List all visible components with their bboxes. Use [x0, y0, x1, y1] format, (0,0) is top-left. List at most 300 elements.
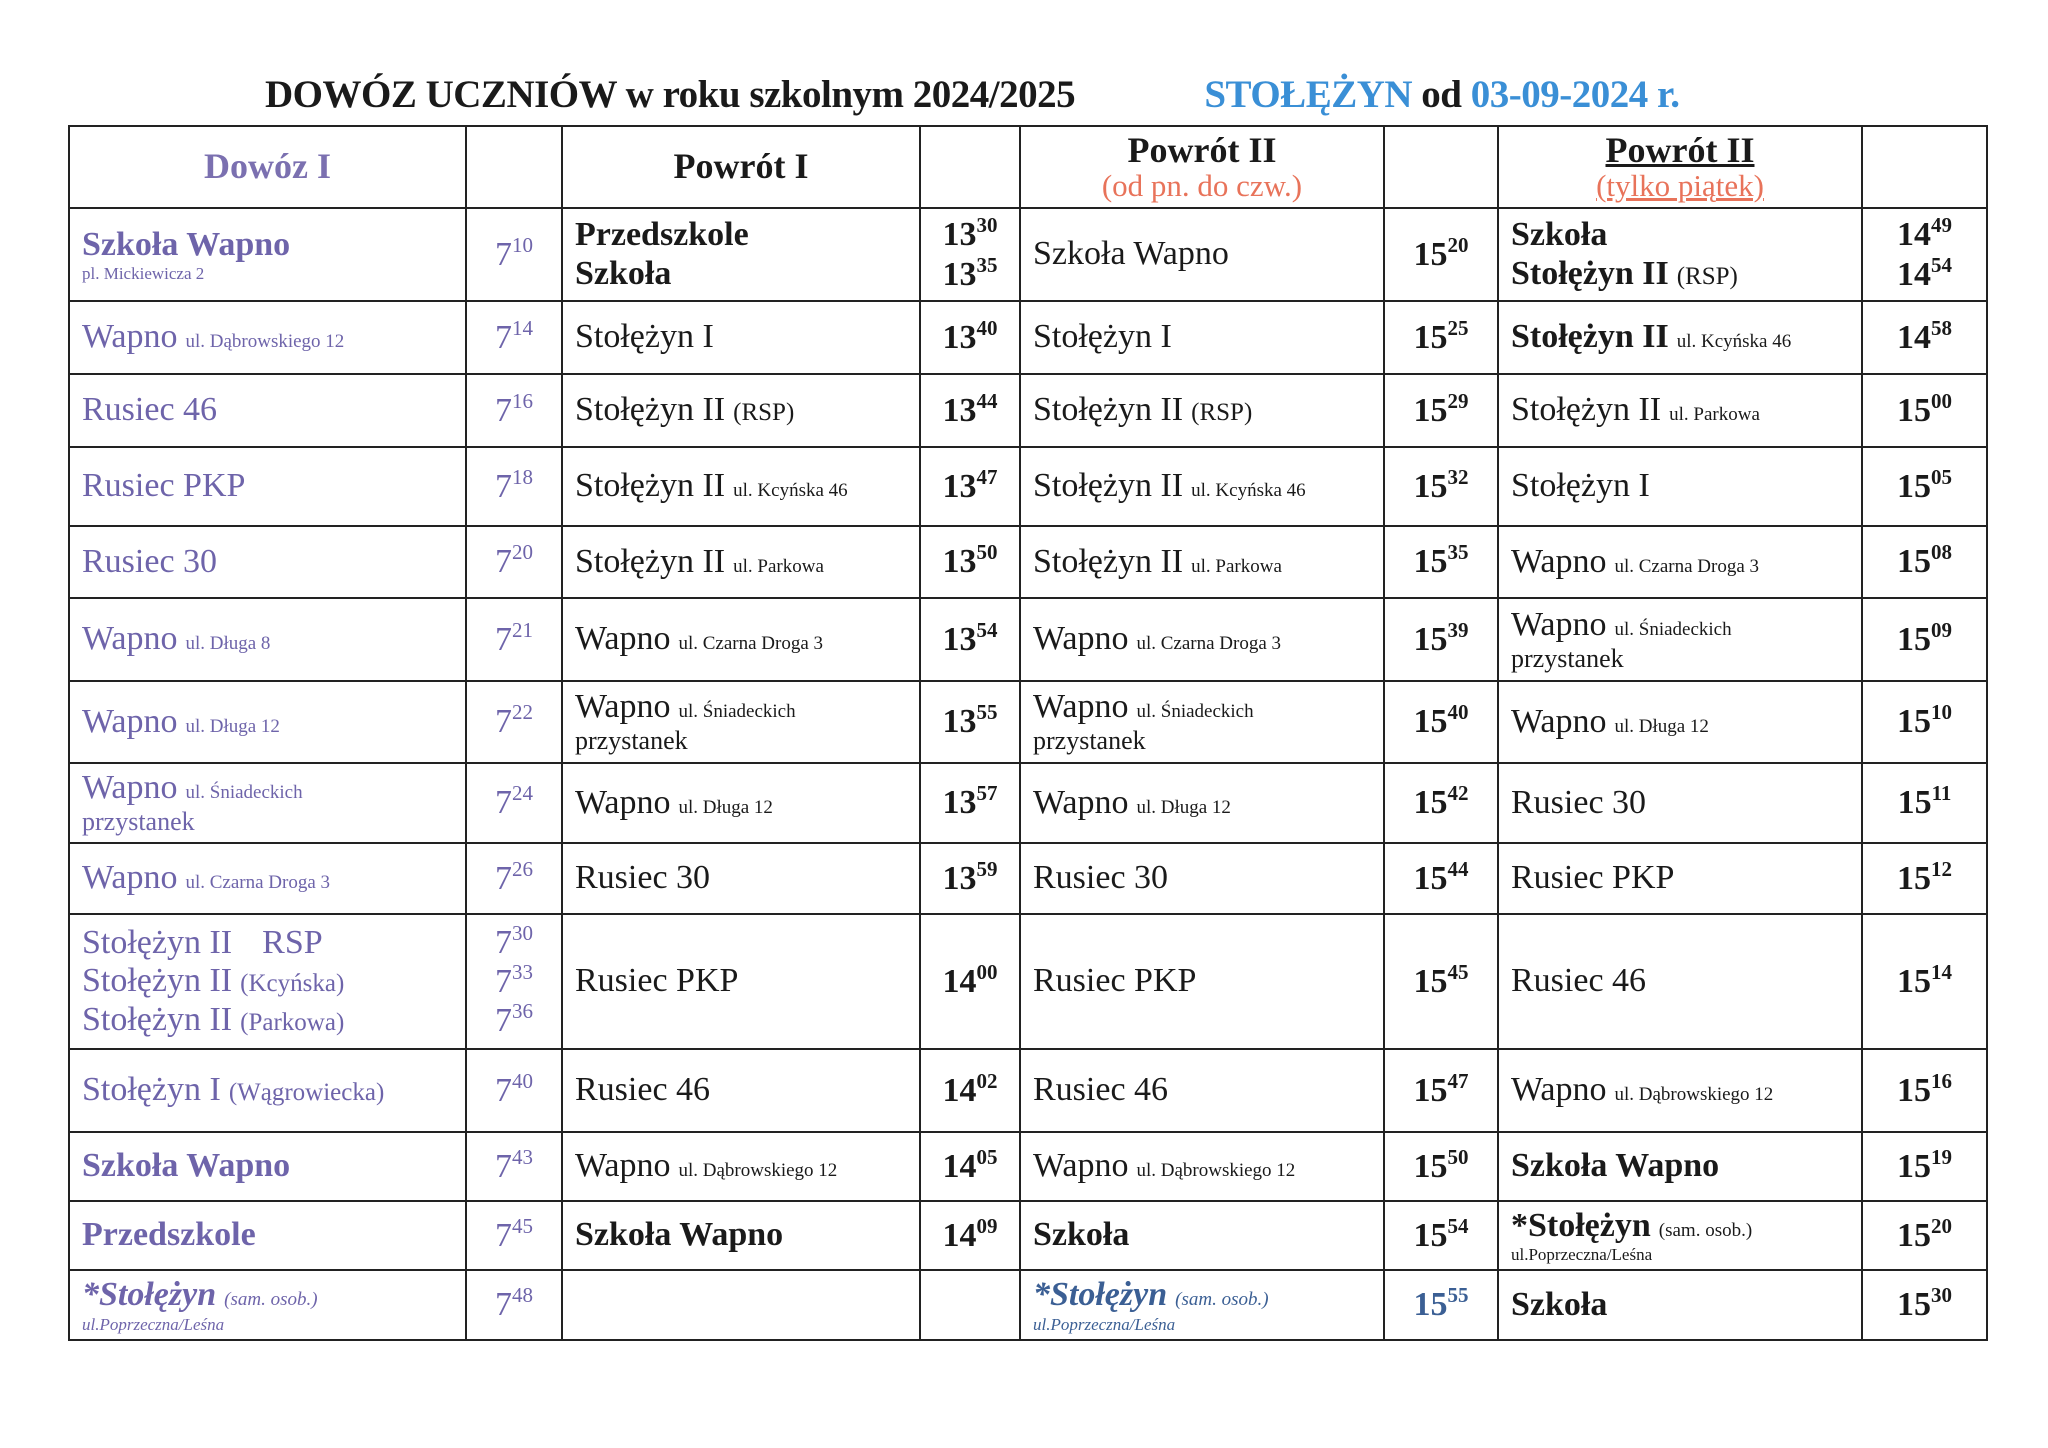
departure-time — [925, 617, 1015, 659]
stop-cell-dowoz-1 — [69, 843, 466, 914]
stop-line — [1033, 620, 1371, 658]
departure-time — [1389, 1213, 1493, 1255]
stop-note: ul. Długa 12 — [1614, 715, 1709, 737]
stop-name: Stołężyn II — [1033, 391, 1184, 429]
stop-line — [82, 924, 453, 962]
hour: 7 — [495, 859, 512, 897]
stop-cell-dowoz-1 — [69, 1270, 466, 1340]
minute: 05 — [1931, 464, 1952, 489]
header-time-blank — [1384, 126, 1498, 208]
stop-line — [82, 859, 453, 897]
departure-time — [1867, 959, 1982, 1001]
hour: 7 — [495, 923, 512, 961]
time-cell-powrot-2-mon-thu — [1384, 447, 1498, 526]
stop-name: Stołężyn II — [1511, 254, 1669, 292]
hour: 7 — [495, 1002, 512, 1040]
departure-time — [1867, 542, 1982, 581]
minute: 14 — [512, 315, 533, 340]
time-cell-powrot-2-mon-thu — [1384, 374, 1498, 447]
departure-time — [1867, 464, 1982, 506]
stop-cell-powrot-1 — [562, 301, 920, 374]
stop-name: Szkoła — [1511, 216, 1608, 254]
hour: 7 — [495, 1071, 512, 1109]
departure-time — [1389, 783, 1493, 822]
stop-line — [82, 807, 453, 836]
stop-cell-dowoz-1 — [69, 681, 466, 763]
hour: 13 — [942, 216, 977, 254]
stop-note: (RSP) — [1191, 399, 1253, 427]
time-cell-powrot-1 — [920, 526, 1020, 598]
stop-name: Szkoła — [1033, 1216, 1130, 1254]
stop-name: *Stołężyn — [82, 1276, 217, 1314]
departure-time — [471, 959, 557, 1001]
stop-name: Wapno — [1033, 620, 1129, 658]
departure-time — [1867, 1213, 1982, 1255]
stop-cell-dowoz-1 — [69, 208, 466, 301]
departure-time — [925, 783, 1015, 822]
time-cell-powrot-2-mon-thu — [1384, 681, 1498, 763]
time-cell-dowoz-1 — [466, 208, 562, 301]
minute: 44 — [1447, 856, 1469, 881]
stop-note: ul. Długa 12 — [185, 715, 280, 737]
schedule-table — [68, 125, 1988, 1341]
departure-time — [1867, 702, 1982, 741]
stop-line — [1511, 703, 1849, 741]
stop-cell-powrot-2-friday — [1498, 681, 1862, 763]
time-cell-powrot-2-friday — [1862, 681, 1987, 763]
time-cell-powrot-2-mon-thu — [1384, 1201, 1498, 1270]
stop-cell-powrot-2-mon-thu — [1020, 1049, 1384, 1132]
minute: 36 — [512, 999, 533, 1024]
time-cell-powrot-1 — [920, 301, 1020, 374]
stop-note: ul. Czarna Droga 3 — [678, 633, 824, 655]
stop-name: Rusiec 46 — [1033, 1071, 1169, 1109]
hour: 7 — [495, 962, 512, 1000]
table-row — [69, 681, 1987, 763]
stop-name: Wapno — [575, 783, 671, 821]
stop-line — [1511, 644, 1849, 673]
stop-name: Stołężyn II — [575, 467, 726, 505]
stop-cell-dowoz-1 — [69, 1049, 466, 1132]
stop-name: Rusiec 30 — [575, 859, 711, 897]
stop-line — [82, 226, 453, 264]
stop-name: Wapno — [1511, 542, 1607, 580]
time-cell-powrot-2-friday — [1862, 374, 1987, 447]
stop-cell-powrot-2-mon-thu — [1020, 374, 1384, 447]
stop-cell-powrot-1 — [562, 208, 920, 301]
stop-name: ul.Poprzeczna/Leśna — [82, 1314, 225, 1334]
minute: 30 — [1931, 1283, 1952, 1308]
stop-name: przystanek — [575, 726, 688, 756]
departure-time — [1867, 856, 1982, 898]
stop-note: ul. Śniadeckich — [1136, 701, 1254, 723]
hour: 15 — [1413, 467, 1448, 505]
departure-time — [1867, 1285, 1982, 1324]
hour: 14 — [1897, 318, 1931, 356]
header-powrot-2-mon-thu: Powrót II (od pn. do czw.) — [1020, 126, 1384, 208]
hour: 14 — [1897, 255, 1931, 293]
time-cell-dowoz-1 — [466, 1049, 562, 1132]
departure-time — [1389, 1285, 1493, 1324]
minute: 50 — [976, 540, 998, 565]
stop-name: ul.Poprzeczna/Leśna — [1033, 1314, 1176, 1334]
stop-name: Stołężyn I — [575, 318, 714, 356]
document-title — [265, 72, 1679, 117]
stop-note: (sam. osob.) — [224, 1289, 318, 1311]
time-cell-powrot-1 — [920, 1201, 1020, 1270]
minute: 58 — [1931, 315, 1952, 340]
departure-time — [471, 1285, 557, 1324]
stop-cell-powrot-2-mon-thu — [1020, 681, 1384, 763]
stop-name: Stołężyn II — [1511, 391, 1662, 429]
hour: 15 — [1413, 620, 1448, 658]
time-cell-dowoz-1 — [466, 374, 562, 447]
stop-name: Stołężyn I — [1511, 467, 1650, 505]
stop-name: Szkoła Wapno — [1033, 235, 1229, 273]
hour: 7 — [495, 1147, 512, 1185]
departure-time — [925, 542, 1015, 581]
stop-name: Wapno — [82, 702, 178, 740]
hour: 15 — [1413, 1216, 1448, 1254]
hour: 15 — [1897, 703, 1931, 741]
time-cell-dowoz-1 — [466, 1201, 562, 1270]
hour: 13 — [942, 784, 977, 822]
header-row — [69, 126, 1987, 208]
hour: 7 — [495, 1216, 512, 1254]
minute: 33 — [512, 959, 533, 984]
header-powrot-1: Powrót I — [562, 126, 920, 208]
stop-note: ul. Długa 8 — [185, 633, 271, 655]
departure-time — [1389, 542, 1493, 581]
stop-line — [575, 216, 907, 254]
stop-line — [1033, 688, 1371, 726]
minute: 12 — [1931, 856, 1952, 881]
stop-note: (RSP) — [1676, 262, 1738, 290]
stop-note: ul. Parkowa — [1669, 404, 1760, 426]
time-cell-powrot-1 — [920, 914, 1020, 1049]
stop-cell-powrot-1 — [562, 681, 920, 763]
table-row — [69, 763, 1987, 843]
stop-cell-powrot-2-friday — [1498, 763, 1862, 843]
hour: 13 — [942, 318, 977, 356]
stop-name: Stołężyn II — [82, 924, 233, 962]
table-row — [69, 1201, 1987, 1270]
stop-note: ul. Czarna Droga 3 — [1136, 633, 1282, 655]
time-cell-dowoz-1 — [466, 447, 562, 526]
table-row — [69, 208, 1987, 301]
hour: 13 — [942, 859, 977, 897]
time-cell-powrot-2-mon-thu — [1384, 208, 1498, 301]
stop-note: ul. Śniadeckich — [1614, 618, 1732, 640]
stop-line — [575, 688, 907, 726]
minute: 54 — [976, 617, 998, 642]
stop-name: pl. Mickiewicza 2 — [82, 264, 205, 284]
departure-time — [1389, 617, 1493, 659]
stop-line — [82, 467, 453, 505]
hour: 14 — [942, 1071, 977, 1109]
minute: 20 — [1447, 232, 1469, 257]
time-cell-powrot-2-mon-thu — [1384, 843, 1498, 914]
time-cell-dowoz-1 — [466, 526, 562, 598]
departure-time — [1867, 617, 1982, 659]
stop-name: Rusiec 30 — [1033, 859, 1169, 897]
stop-cell-powrot-2-mon-thu — [1020, 208, 1384, 301]
stop-line — [1033, 1276, 1371, 1314]
stop-line — [1033, 467, 1371, 505]
stop-cell-powrot-2-friday — [1498, 914, 1862, 1049]
departure-time — [471, 920, 557, 962]
stop-line — [1033, 1147, 1371, 1185]
stop-name: Szkoła Wapno — [82, 225, 291, 263]
stop-cell-powrot-2-mon-thu — [1020, 914, 1384, 1049]
stop-note: (RSP) — [733, 399, 795, 427]
time-cell-powrot-1 — [920, 447, 1020, 526]
hour: 14 — [1897, 216, 1931, 254]
time-cell-powrot-1 — [920, 1132, 1020, 1201]
title-main: DOWÓZ UCZNIÓW w roku szkolnym 2024/2025 — [265, 73, 1076, 116]
minute: 50 — [1447, 1144, 1469, 1169]
hour: 15 — [1413, 784, 1448, 822]
stop-cell-powrot-2-friday — [1498, 1270, 1862, 1340]
stop-line — [1511, 1071, 1849, 1109]
departure-time — [471, 617, 557, 659]
time-cell-powrot-2-mon-thu — [1384, 598, 1498, 681]
stop-line — [1033, 784, 1371, 822]
table-row — [69, 374, 1987, 447]
hour: 15 — [1897, 467, 1931, 505]
hour: 7 — [495, 1286, 512, 1324]
stop-line — [575, 1071, 907, 1109]
stop-cell-powrot-2-mon-thu — [1020, 301, 1384, 374]
stop-line — [1511, 784, 1849, 822]
time-cell-powrot-1 — [920, 843, 1020, 914]
minute: 29 — [1447, 388, 1469, 413]
time-cell-powrot-2-friday — [1862, 447, 1987, 526]
minute: 40 — [1447, 700, 1469, 725]
hour: 15 — [1897, 1071, 1931, 1109]
stop-name: Stołężyn II — [82, 1000, 233, 1038]
minute: 09 — [1931, 617, 1952, 642]
minute: 16 — [1931, 1068, 1952, 1093]
departure-time — [925, 315, 1015, 357]
stop-name: Wapno — [1033, 1147, 1129, 1185]
header-dowoz-1: Dowóz I — [69, 126, 466, 208]
stop-line — [575, 784, 907, 822]
stop-cell-powrot-1 — [562, 526, 920, 598]
minute: 54 — [1447, 1213, 1469, 1238]
minute: 21 — [512, 617, 533, 642]
hour: 13 — [942, 391, 977, 429]
hour: 15 — [1413, 1147, 1448, 1185]
departure-time — [471, 232, 557, 274]
hour: 7 — [495, 620, 512, 658]
stop-note: ul. Dąbrowskiego 12 — [185, 331, 345, 353]
hour: 7 — [495, 784, 512, 822]
stop-line — [1033, 859, 1371, 897]
hour: 15 — [1897, 859, 1931, 897]
stop-cell-powrot-2-friday — [1498, 1201, 1862, 1270]
stop-line — [82, 1147, 453, 1185]
departure-time — [1389, 315, 1493, 357]
departure-time — [471, 1068, 557, 1110]
departure-time — [1867, 315, 1982, 357]
hour: 15 — [1897, 784, 1932, 822]
stop-line — [82, 1276, 453, 1314]
minute: 32 — [1447, 464, 1469, 489]
minute: 10 — [512, 232, 533, 257]
time-cell-powrot-2-friday — [1862, 843, 1987, 914]
departure-time — [471, 315, 557, 357]
time-cell-dowoz-1 — [466, 1132, 562, 1201]
departure-time — [1867, 215, 1982, 254]
time-cell-powrot-2-friday — [1862, 1201, 1987, 1270]
stop-name: Wapno — [1511, 1071, 1607, 1109]
stop-name: Wapno — [575, 620, 671, 658]
stop-line — [1511, 1147, 1849, 1185]
stop-cell-dowoz-1 — [69, 1132, 466, 1201]
stop-name: przystanek — [82, 807, 195, 837]
stop-note: ul. Dąbrowskiego 12 — [1136, 1160, 1296, 1182]
minute: 43 — [512, 1144, 533, 1169]
stop-line — [1511, 606, 1849, 644]
stop-name: *Stołężyn — [1511, 1206, 1651, 1244]
stop-cell-powrot-2-friday — [1498, 526, 1862, 598]
table-row — [69, 526, 1987, 598]
hour: 14 — [942, 1216, 977, 1254]
minute: 45 — [512, 1213, 533, 1238]
stop-line — [1511, 255, 1849, 293]
time-cell-powrot-2-mon-thu — [1384, 1270, 1498, 1340]
stop-cell-dowoz-1 — [69, 763, 466, 843]
time-cell-dowoz-1 — [466, 914, 562, 1049]
stop-cell-powrot-2-mon-thu — [1020, 447, 1384, 526]
header-time-blank — [1862, 126, 1987, 208]
hour: 15 — [1897, 1216, 1931, 1254]
departure-time — [1867, 388, 1982, 430]
stop-line — [82, 1216, 453, 1254]
departure-time — [1867, 1068, 1982, 1110]
departure-time — [1389, 232, 1493, 274]
time-cell-dowoz-1 — [466, 843, 562, 914]
time-cell-dowoz-1 — [466, 681, 562, 763]
stop-cell-powrot-2-mon-thu — [1020, 1270, 1384, 1340]
stop-note: (sam. osob.) — [1658, 1219, 1753, 1241]
stop-note: RSP — [262, 924, 323, 962]
stop-line — [82, 318, 453, 356]
time-cell-powrot-2-mon-thu — [1384, 526, 1498, 598]
time-cell-powrot-2-friday — [1862, 914, 1987, 1049]
time-cell-powrot-1 — [920, 763, 1020, 843]
hour: 15 — [1413, 318, 1448, 356]
stop-cell-dowoz-1 — [69, 1201, 466, 1270]
stop-name: Wapno — [1511, 605, 1607, 643]
stop-line — [82, 391, 453, 429]
hour: 15 — [1897, 543, 1931, 581]
minute: 19 — [1931, 1144, 1952, 1169]
stop-cell-powrot-2-friday — [1498, 598, 1862, 681]
header-powrot-2-friday: Powrót II (tylko piątek) — [1498, 126, 1862, 208]
stop-note: ul. Dąbrowskiego 12 — [1614, 1084, 1774, 1106]
stop-cell-powrot-1 — [562, 763, 920, 843]
stop-line — [82, 264, 453, 283]
departure-time — [1389, 464, 1493, 506]
minute: 02 — [976, 1068, 998, 1093]
minute: 59 — [976, 856, 998, 881]
minute: 26 — [512, 856, 533, 881]
stop-name: Wapno — [1033, 688, 1129, 726]
stop-line — [575, 467, 907, 505]
hour: 15 — [1897, 1286, 1931, 1324]
stop-line — [1511, 1286, 1849, 1324]
time-cell-powrot-1 — [920, 1270, 1020, 1340]
stop-note: ul. Długa 12 — [678, 796, 773, 818]
departure-time — [1389, 388, 1493, 430]
minute: 14 — [1931, 959, 1952, 984]
hour: 14 — [942, 962, 977, 1000]
minute: 40 — [976, 315, 998, 340]
stop-name: Stołężyn II — [1511, 318, 1669, 356]
stop-name: Szkoła Wapno — [1511, 1147, 1720, 1185]
stop-line — [1033, 391, 1371, 429]
minute: 45 — [1447, 959, 1469, 984]
stop-line — [1511, 1207, 1849, 1245]
stop-cell-powrot-1 — [562, 1049, 920, 1132]
hour: 7 — [495, 235, 512, 273]
stop-name: Rusiec 30 — [1511, 783, 1647, 821]
stop-cell-powrot-1 — [562, 447, 920, 526]
time-cell-powrot-2-friday — [1862, 1132, 1987, 1201]
stop-line — [82, 543, 453, 581]
minute: 25 — [1447, 315, 1469, 340]
stop-cell-dowoz-1 — [69, 914, 466, 1049]
minute: 00 — [976, 959, 998, 984]
minute: 22 — [512, 700, 533, 725]
hour: 15 — [1413, 543, 1448, 581]
stop-name: Wapno — [575, 688, 671, 726]
time-cell-powrot-2-mon-thu — [1384, 301, 1498, 374]
minute: 40 — [512, 1068, 533, 1093]
stop-cell-powrot-1 — [562, 1132, 920, 1201]
stop-name: Szkoła — [1511, 1285, 1608, 1323]
departure-time — [471, 856, 557, 898]
stop-cell-powrot-1 — [562, 914, 920, 1049]
hour: 15 — [1897, 391, 1931, 429]
stop-name: Rusiec 46 — [575, 1071, 711, 1109]
stop-cell-powrot-2-friday — [1498, 374, 1862, 447]
time-cell-powrot-2-mon-thu — [1384, 1049, 1498, 1132]
stop-cell-powrot-2-friday — [1498, 1049, 1862, 1132]
stop-line — [575, 620, 907, 658]
stop-cell-powrot-2-mon-thu — [1020, 1132, 1384, 1201]
departure-time — [471, 542, 557, 581]
departure-time — [1389, 1068, 1493, 1110]
stop-cell-powrot-2-friday — [1498, 447, 1862, 526]
departure-time — [471, 783, 557, 822]
hour: 15 — [1413, 703, 1448, 741]
minute: 47 — [1447, 1068, 1469, 1093]
minute: 30 — [512, 920, 533, 945]
time-cell-powrot-2-friday — [1862, 1270, 1987, 1340]
minute: 35 — [976, 252, 998, 277]
hour: 15 — [1413, 859, 1448, 897]
time-cell-powrot-1 — [920, 1049, 1020, 1132]
stop-line — [1033, 726, 1371, 755]
stop-cell-dowoz-1 — [69, 526, 466, 598]
minute: 42 — [1447, 781, 1469, 806]
hour: 15 — [1897, 1147, 1931, 1185]
minute: 44 — [976, 388, 998, 413]
stop-cell-powrot-2-friday — [1498, 301, 1862, 374]
